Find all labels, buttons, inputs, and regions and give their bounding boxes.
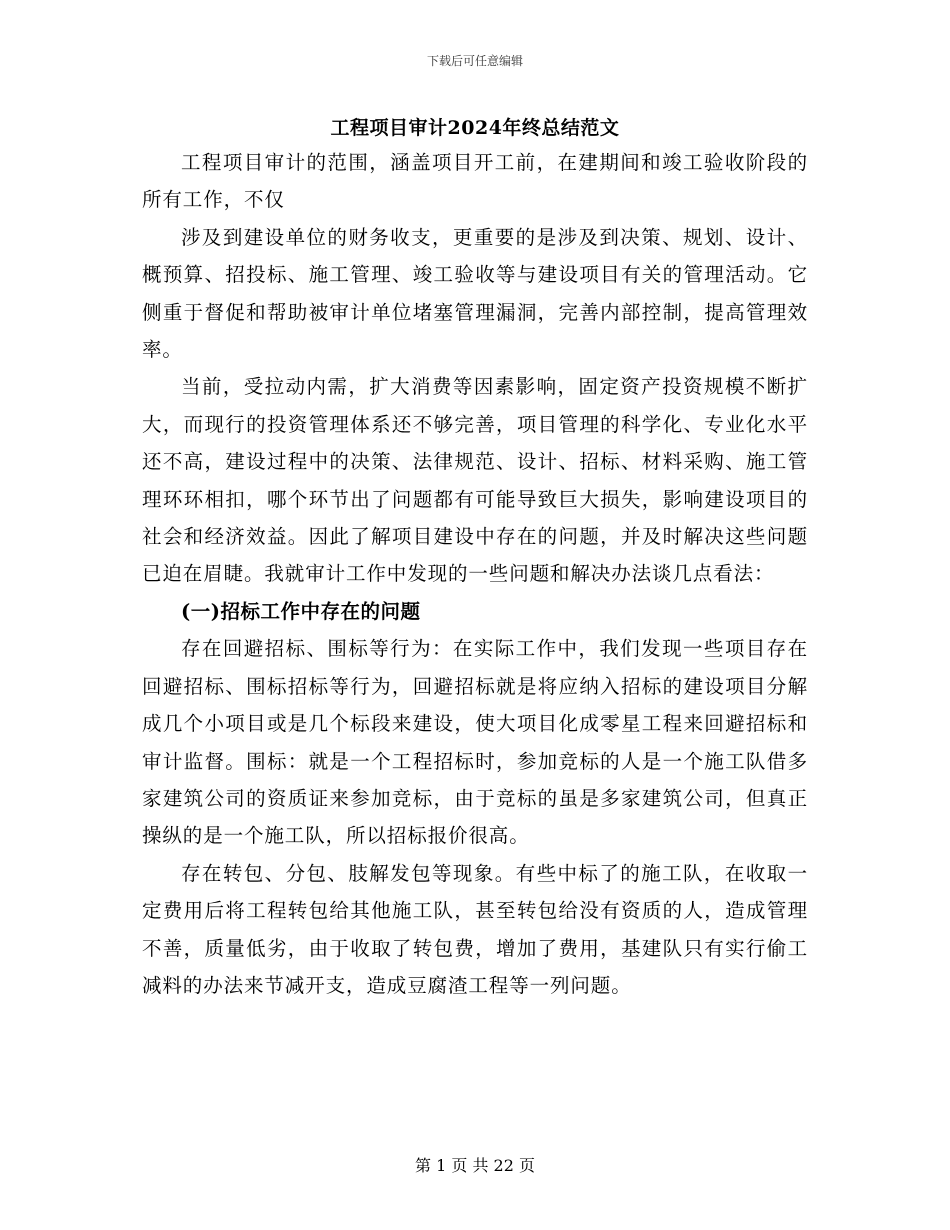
paragraph-scope: 涉及到建设单位的财务收支，更重要的是涉及到决策、规划、设计、概预算、招投标、施工管理、竣工验收等与建设项目有关的管理活动。它侧重于督促和帮助被审计单位堵塞管理漏洞，完善内部控制，提高管理效率。	[142, 225, 808, 362]
page-header: 下载后可任意编辑	[426, 54, 523, 68]
document-title: 工程项目审计2024年终总结范文	[330, 117, 620, 139]
page-number: 第 1 页 共 22 页	[415, 1156, 535, 1175]
document-body	[142, 144, 808, 1004]
section-heading-bidding: (一)招标工作中存在的问题	[181, 599, 421, 623]
paragraph-subcontracting: 存在转包、分包、肢解发包等现象。有些中标了的施工队，在收取一定费用后将工程转包给其他施工队，甚至转包给没有资质的人，造成管理不善，质量低劣，由于收取了转包费，增加了费用，基建队只有实行偷工减料的办法来节减开支，造成豆腐渣工程等一列问题。	[142, 861, 808, 997]
paragraph-bid-avoidance: 存在回避招标、围标等行为：在实际工作中，我们发现一些项目存在回避招标、围标招标等行为，回避招标就是将应纳入招标的建设项目分解成几个小项目或是几个标段来建设，使大项目化成零星工程来回避招标和审计监督。围标：就是一个工程招标时，参加竞标的人是一个施工队借多家建筑公司的资质证来参加竞标，由于竞标的虽是多家建筑公司，但真正操纵的是一个施工队，所以招标报价很高。	[142, 637, 808, 848]
paragraph-background: 当前，受拉动内需，扩大消费等因素影响，固定资产投资规模不断扩大，而现行的投资管理体系还不够完善，项目管理的科学化、专业化水平还不高，建设过程中的决策、法律规范、设计、招标、材料采购、施工管理环环相扣，哪个环节出了问题都有可能导致巨大损失，影响建设项目的社会和经济效益。因此了解项目建设中存在的问题，并及时解决这些问题已迫在眉睫。我就审计工作中发现的一些问题和解决办法谈几点看法：	[142, 375, 808, 586]
paragraph-intro: 工程项目审计的范围，涵盖项目开工前，在建期间和竣工验收阶段的所有工作，不仅	[142, 151, 808, 212]
